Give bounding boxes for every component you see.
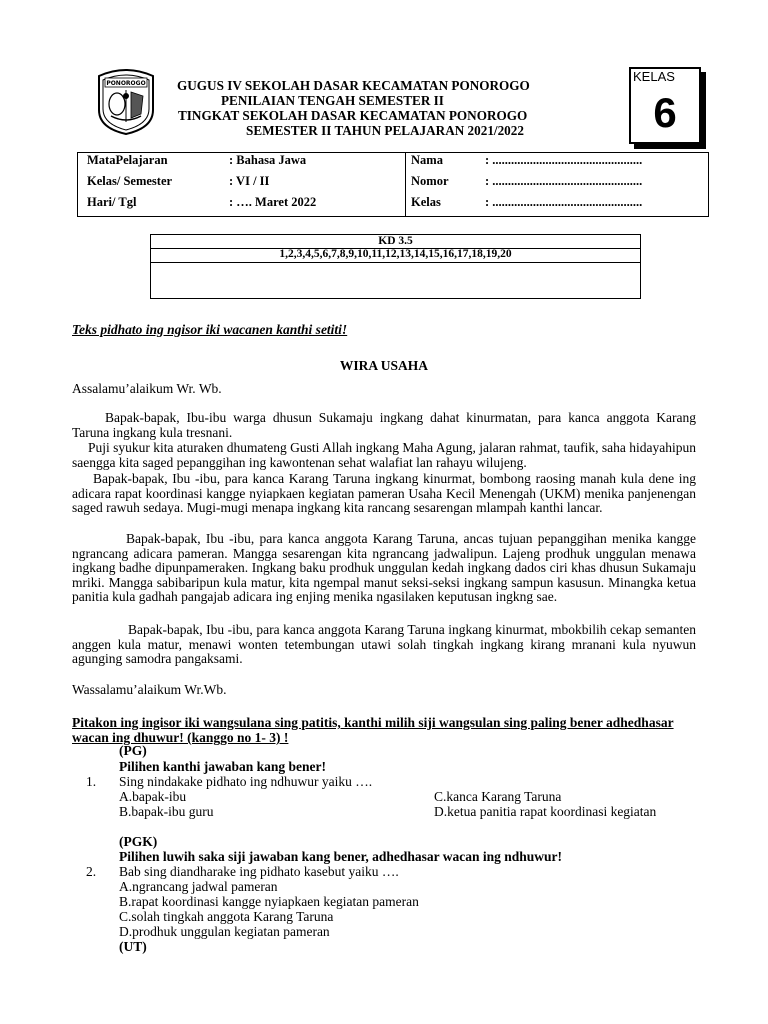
question-2-number: 2.	[86, 864, 97, 879]
class-box	[629, 67, 701, 144]
speech-paragraph-1: Bapak-bapak, Ibu-ibu warga dhusun Sukamaju ingkang dahat kinurmatan, para kanca anggota Karang Taruna ingkang kula tresnani.	[72, 410, 696, 440]
header-line-2: PENILAIAN TENGAH SEMESTER II	[221, 93, 444, 108]
class-semester-value: : VI / II	[229, 174, 270, 188]
question-1-text: Sing nindakake pidhato ing ndhuwur yaiku ….	[119, 774, 373, 789]
question-1-option-b[interactable]: B.bapak-ibu guru	[119, 804, 214, 819]
speech-opening: Assalamu’alaikum Wr. Wb.	[72, 381, 222, 396]
reading-instruction: Teks pidhato ing ngisor iki wacanen kanthi setiti!	[72, 322, 348, 337]
speech-title: WIRA USAHA	[339, 358, 429, 373]
question-1-option-c[interactable]: C.kanca Karang Taruna	[434, 789, 562, 804]
class-semester-label: Kelas/ Semester	[87, 174, 173, 188]
question-2-option-d[interactable]: D.prodhuk unggulan kegiatan pameran	[119, 924, 330, 939]
pgk-instruction: Pilihen luwih saka siji jawaban kang bener, adhedhasar wacan ing ndhuwur!	[119, 849, 563, 864]
class-label: KELAS	[633, 69, 675, 84]
question-1-number: 1.	[86, 774, 97, 789]
question-1-option-d[interactable]: D.ketua panitia rapat koordinasi kegiatan	[434, 804, 657, 819]
ut-tag: (UT)	[119, 939, 147, 954]
pg-tag: (PG)	[119, 743, 147, 758]
speech-closing: Wassalamu’alaikum Wr.Wb.	[72, 682, 227, 697]
header-line-4: SEMESTER II TAHUN PELAJARAN 2021/2022	[246, 123, 524, 138]
name-field[interactable]: : ................................................	[485, 153, 643, 167]
kd-row-divider-2	[151, 262, 640, 263]
question-2-option-b[interactable]: B.rapat koordinasi kangge nyiapkaen kegiatan pameran	[119, 894, 419, 909]
number-field[interactable]: : ................................................	[485, 174, 643, 188]
question-2-option-a[interactable]: A.ngrancang jadwal pameran	[119, 879, 278, 894]
subject-label: MataPelajaran	[87, 153, 168, 167]
speech-paragraph-2: Puji syukur kita aturaken dhumateng Gusti Allah ingkang Maha Agung, jalaran rahmat, taufik, saha hidayahipun saengga kita saged pepanggihan ing kawontenan sehat walafiat lan rahayu wilujeng.	[72, 440, 696, 470]
identity-table-divider	[405, 153, 406, 216]
date-label: Hari/ Tgl	[87, 195, 137, 209]
date-value: : …. Maret 2022	[229, 195, 317, 209]
svg-text:PONOROGO: PONOROGO	[106, 80, 146, 87]
header-line-3: TINGKAT SEKOLAH DASAR KECAMATAN PONOROGO	[178, 108, 528, 123]
name-label: Nama	[411, 153, 443, 167]
class-number: 6	[653, 89, 677, 136]
pg-instruction: Pilihen kanthi jawaban kang bener!	[119, 759, 327, 774]
questions-heading: Pitakon ing ingisor iki wangsulana sing patitis, kanthi milih siji wangsulan sing paling bener adhedhasar wacan ing dhuwur! (kanggo no 1- 3) !	[72, 715, 674, 745]
kd-label: KD 3.5	[378, 235, 413, 247]
question-2-text: Bab sing diandharake ing pidhato kasebut yaiku ….	[119, 864, 399, 879]
kd-numbers: 1,2,3,4,5,6,7,8,9,10,11,12,13,14,15,16,17,18,19,20	[279, 248, 512, 260]
question-1-option-a[interactable]: A.bapak-ibu	[119, 789, 187, 804]
speech-paragraph-5: Bapak-bapak, Ibu -ibu, para kanca anggota Karang Taruna ingkang kinurmat, mbokbilih cekap semanten anggen kula matur, menawi wonten tetembungan utawi solah tingkah ingkang kirang mranani kula nyuwun agunging samodra pangaksami.	[72, 622, 696, 667]
question-2-option-c[interactable]: C.solah tingkah anggota Karang Taruna	[119, 909, 334, 924]
speech-paragraph-4: Bapak-bapak, Ibu -ibu, para kanca anggota Karang Taruna, ancas tujuan pepanggihan menika kangge ngrancang adicara pameran. Mangga sesarengan kita ngrancang jadwalipun. Lajeng prodhuk unggulan menawa ingkang badhe dipunpameraken. Ingkang baku prodhuk unggulan kedah ingkang dados ciri khas dhusun Sukamaju mriki. Mangga sabibaripun kula matur, kita ngempal manut seksi-seksi ingkang sampun kasusun. Minangka ketua panitia kula gadhah pangajab adicara ing enjing menika ngasilaken keputusan ingkng sae.	[72, 531, 696, 605]
class-label-field: Kelas	[411, 195, 441, 209]
speech-paragraph-3: Bapak-bapak, Ibu -ibu, para kanca Karang Taruna ingkang kinurmat, bombong raosing manah kula dene ing adicara rapat koordinasi kangge nyiapkaen kegiatan pameran Usaha Kecil Menengah (UKM) menika panjenengan saged rawuh sedaya. Mugi-mugi menapa ingkang kita rancang sesarengan mlampah kanthi lancar.	[72, 471, 696, 516]
pgk-tag: (PGK)	[119, 834, 158, 849]
school-emblem-logo	[93, 66, 159, 136]
number-label: Nomor	[411, 174, 449, 188]
kd-table	[150, 234, 641, 299]
identity-table	[77, 152, 709, 217]
header-line-1: GUGUS IV SEKOLAH DASAR KECAMATAN PONOROGO	[177, 78, 530, 93]
subject-value: : Bahasa Jawa	[229, 153, 307, 167]
class-field[interactable]: : ................................................	[485, 195, 643, 209]
